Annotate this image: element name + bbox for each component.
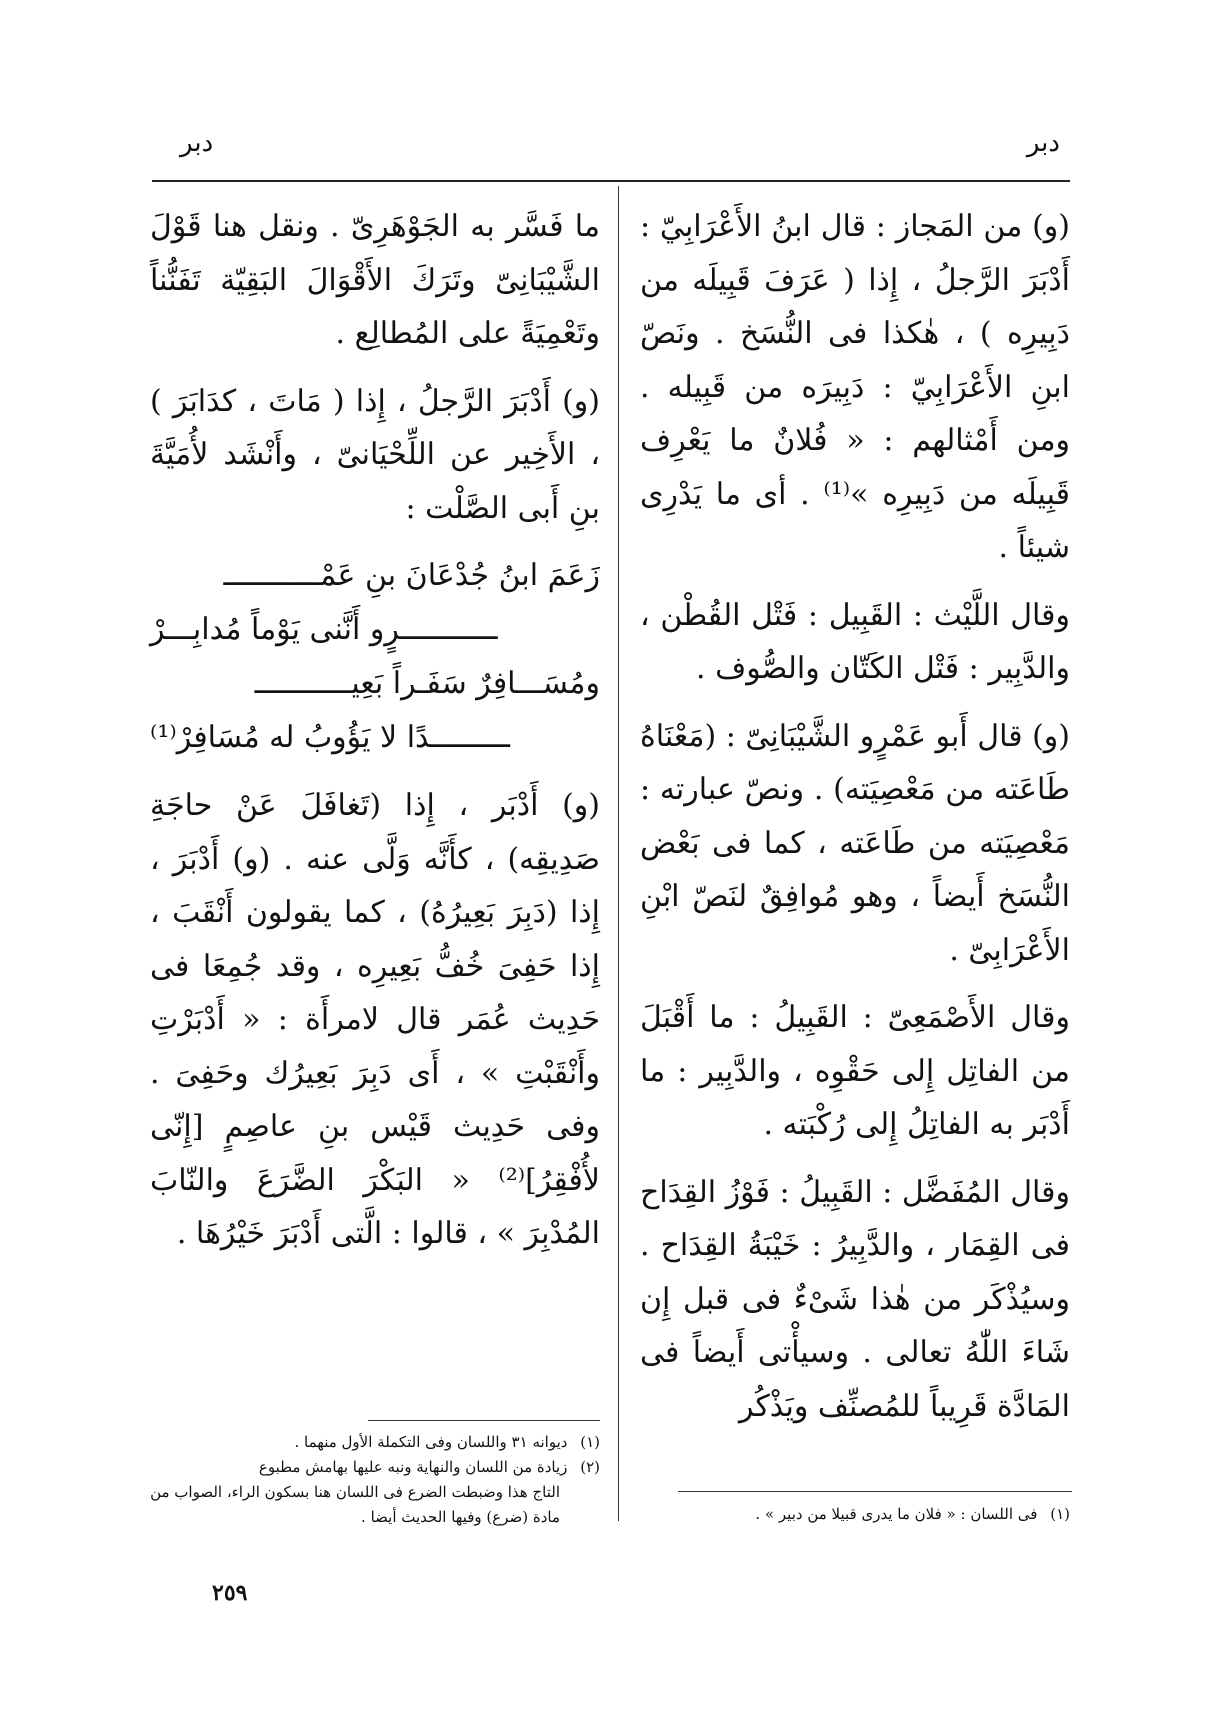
header-rule [152, 180, 1070, 182]
footnote-number: (١) [1050, 1505, 1070, 1523]
footnote-text: فى اللسان : « فلان ما يدرى قبيلا من دبير » . [755, 1505, 1038, 1523]
right-footnote-rule [678, 1491, 1072, 1492]
page-number: ٢٥٩ [212, 1580, 248, 1606]
column-divider [618, 186, 619, 1521]
left-footnotes [150, 1430, 600, 1530]
poem-verse [150, 549, 600, 765]
footnote-text: زيادة من اللسان والنهاية ونبه عليها بهامش مطبوع [258, 1458, 568, 1476]
left-footnote-rule [368, 1420, 600, 1421]
footnote-text-continued: التاج هذا وضبطت الضرع فى اللسان هنا بسكون الراء، الصواب من مادة (ضرع) وفيها الحديث أيضا . [150, 1483, 560, 1526]
right-footnote-1 [640, 1502, 1070, 1526]
left-footnote-2 [150, 1455, 600, 1530]
right-column [640, 200, 1070, 1447]
footnote-number: (٢) [580, 1458, 600, 1476]
left-paragraph-2: (و) أَدْبَرَ الرَّجلُ ، إِذا ( مَاتَ ، كدَابَرَ ) ، الأَخِير عن اللِّحْيَانىّ ، وأَنْشَد لأُمَيَّةَ بنِ أَبى الصَّلْت : [150, 383, 600, 526]
left-footnote-1 [150, 1430, 600, 1455]
right-paragraph-5: وقال المُفَضَّل : القَبِيلُ : فَوْزُ القِدَاح فى القِمَار ، والدَّبِيرُ : خَيْبَةُ القِدَاح . وسيُذْكَر من هٰذا شَىْءٌ فى قبل إِن شَاءَ اللّٰهُ تعالى . وسيأْتى أَيضاً فى المَادَّة قَرِيباً للمُصنِّف ويَذْكُر [640, 1174, 1070, 1424]
header-left-word: دبر [180, 128, 214, 158]
right-paragraph-4: وقال الأَصْمَعِىّ : القَبِيلُ : ما أَقْبَلَ من الفاتِل إِلى حَقْوِه ، والدَّبِير : ما أَدْبَر به الفاتِلُ إِلى رُكْبَته . [640, 1000, 1070, 1142]
page-header [150, 128, 1070, 172]
left-paragraph-3: (و) أَدْبَر ، إِذا (تَغافَلَ عَنْ حاجَةِ صَدِيقِه) ، كأَنَّه وَلَّى عنه . (و) أَدْبَرَ ، إِذا (دَبِرَ بَعِيرُهُ) ، كما يقولون أَنْقَبَ ، إِذا حَفِىَ خُفُّ بَعِيرِه ، وقد جُمِعَا فى حَدِيث عُمَر قال لامرأَة : « أَدْبَرْتِ وأَنْقَبْتِ » ، أَى دَبِرَ بَعِيرُك وحَفِىَ . وفى حَدِيث قَيْس بنِ عاصِمٍ [إِنّى لأُفْقِرُ]⁽²⁾ « البَكْرَ الضَّرَعَ والنّابَ المُدْبِرَ » ، قالوا : الَّتى أَدْبَرَ خَيْرُهَا . [150, 788, 600, 1251]
left-paragraph-1: ما فَسَّر به الجَوْهَرِىّ . ونقل هنا قَوْلَ الشَّيْبَانِىّ وتَرَكَ الأَقْوَالَ البَقِيّة تَفَنُّناً وتَعْمِيَةً على المُطالِع . [150, 209, 600, 351]
footnote-number: (١) [580, 1433, 600, 1451]
header-right-word: دبر [1026, 128, 1060, 158]
verse-line-4: ـــــــــدًا لا يَؤُوبُ له مُسَافِرْ⁽¹⁾ [150, 720, 510, 755]
right-footnotes [640, 1502, 1070, 1526]
verse-line-1: زَعَمَ ابنُ جُدْعَانَ بنِ عَمْـــــــــــ [223, 558, 600, 593]
verse-line-3: ومُسَـــافِرٌ سَفَـراً بَعِيـــــــــــ [254, 666, 600, 701]
footnote-text: ديوانه ٣١ واللسان وفى التكملة الأول منهما . [294, 1433, 568, 1451]
right-paragraph-2: وقال اللَّيْث : القَبِيل : فَتْل القُطْن ، والدَّبِير : فَتْل الكَتّان والصُّوف . [640, 597, 1070, 686]
verse-line-2: ـــــــــــرٍو أَنَّنى يَوْماً مُدابِـــرْ [150, 612, 498, 647]
right-paragraph-3: (و) قال أَبو عَمْرٍو الشَّيْبَانِىّ : (مَعْنَاهُ طَاعَته من مَعْصِيَته) . ونصّ عبارته : مَعْصِيَته من طَاعَته ، كما فى بَعْض النُّسَخ أَيضاً ، وهو مُوافِقٌ لنَصّ ابْنِ الأَعْرَابِىّ . [640, 718, 1070, 968]
right-paragraph-1: (و) من المَجاز : قال ابنُ الأَعْرَابِيّ : أَدْبَرَ الرَّجلُ ، إِذا ( عَرَفَ قَبِيلَه من دَبِيرِه ) ، هٰكذا فى النُّسَخ . ونَصّ ابنِ الأَعْرَابِيّ : دَبِيرَه من قَبِيله . ومن أَمْثالهم : « فُلانٌ ما يَعْرِف قَبِيلَه من دَبِيرِه »⁽¹⁾ . أى ما يَدْرِى شيئاً . [640, 209, 1070, 565]
left-column [150, 200, 600, 1275]
